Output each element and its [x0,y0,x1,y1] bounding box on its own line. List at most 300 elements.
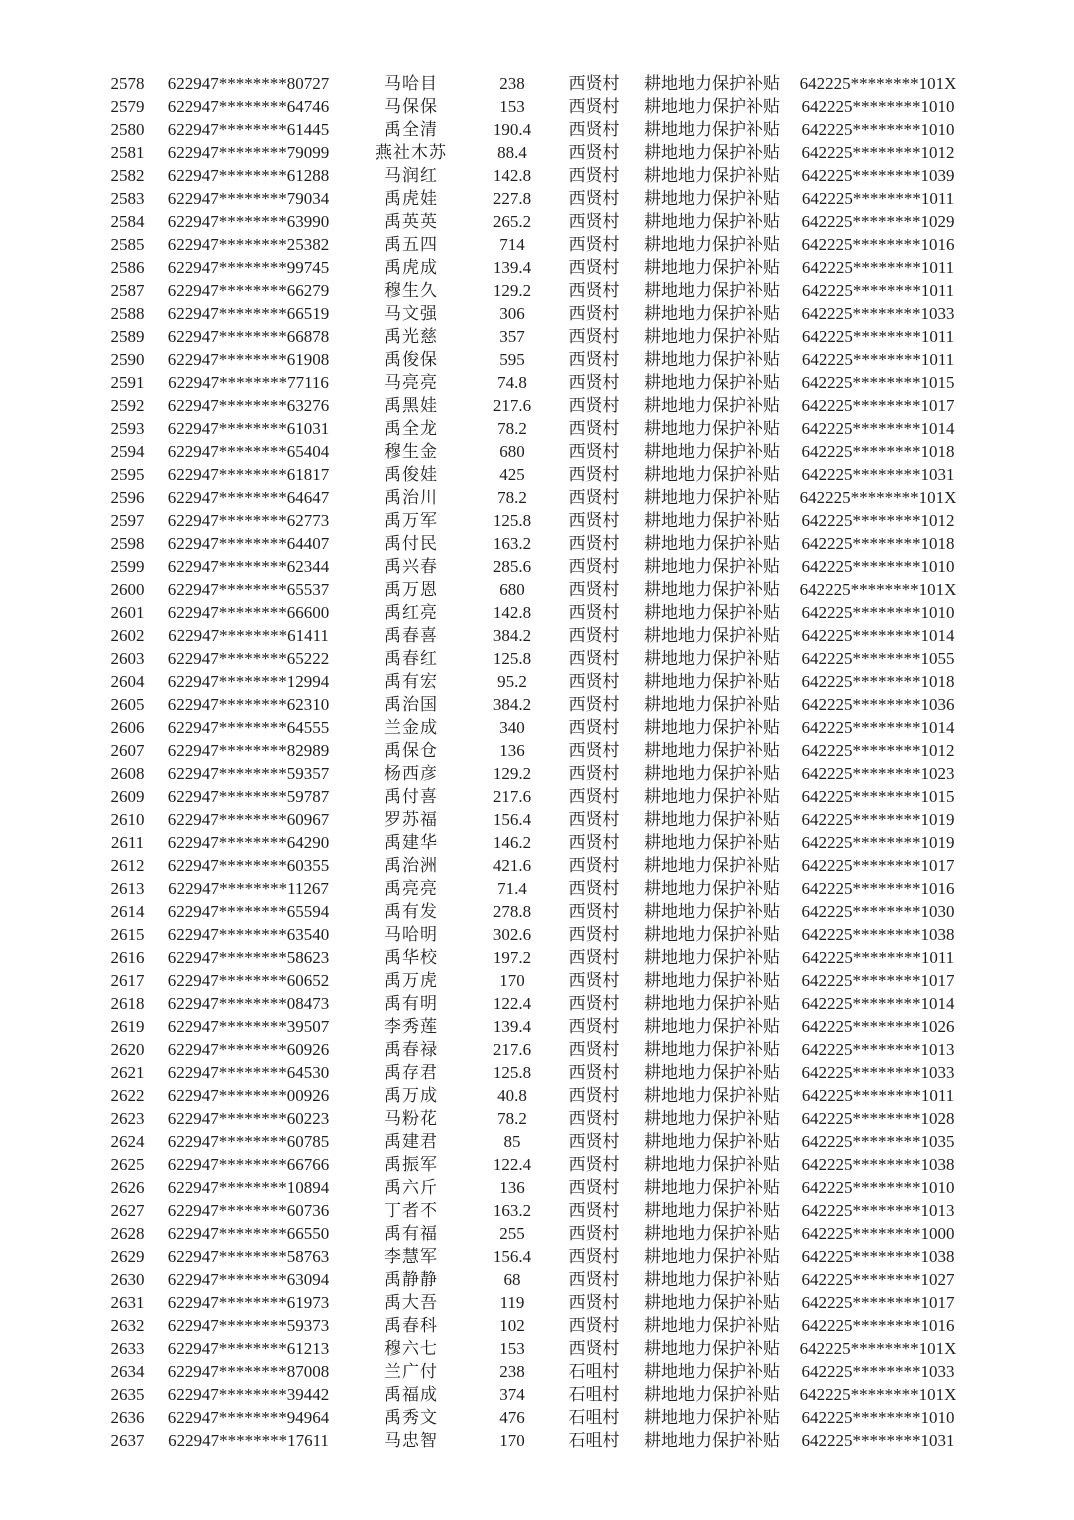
masked-id-number: 622947********94964 [167,1408,330,1427]
masked-account-number: 642225********1012 [801,143,955,162]
masked-id-number: 622947********66878 [167,327,330,346]
masked-account-number: 642225********1026 [801,1017,955,1036]
subsidy-type: 耕地地力保护补贴 [644,626,780,645]
masked-id-number: 622947********99745 [167,258,330,277]
village-name: 西贤村 [568,833,620,852]
subsidy-type: 耕地地力保护补贴 [644,1385,780,1404]
person-name: 禹英英 [384,212,438,231]
table-row [100,808,976,831]
masked-account-number: 642225********1038 [801,925,955,944]
subsidy-type: 耕地地力保护补贴 [644,1408,780,1427]
village-name: 西贤村 [568,810,620,829]
row-number: 2595 [110,465,145,484]
village-name: 西贤村 [568,1270,620,1289]
masked-id-number: 622947********66519 [167,304,330,323]
village-name: 西贤村 [568,626,620,645]
village-name: 西贤村 [568,488,620,507]
row-number: 2606 [110,718,145,737]
subsidy-amount: 285.6 [492,557,532,576]
masked-id-number: 622947********62310 [167,695,330,714]
village-name: 西贤村 [568,1017,620,1036]
subsidy-type: 耕地地力保护补贴 [644,1270,780,1289]
person-name: 禹春科 [384,1316,438,1335]
masked-account-number: 642225********1000 [801,1224,955,1243]
table-row [100,463,976,486]
row-number: 2608 [110,764,145,783]
village-name: 西贤村 [568,235,620,254]
village-name: 石咀村 [568,1362,620,1381]
subsidy-amount: 680 [499,580,525,599]
person-name: 禹付民 [384,534,438,553]
row-number: 2631 [110,1293,145,1312]
table-row [100,831,976,854]
person-name: 禹建君 [384,1132,438,1151]
village-name: 西贤村 [568,787,620,806]
subsidy-type: 耕地地力保护补贴 [644,1362,780,1381]
masked-id-number: 622947********66600 [167,603,330,622]
subsidy-type: 耕地地力保护补贴 [644,281,780,300]
table-row [100,900,976,923]
table-row [100,647,976,670]
person-name: 燕社木苏 [375,143,447,162]
subsidy-amount: 278.8 [492,902,532,921]
table-row [100,946,976,969]
person-name: 禹虎成 [384,258,438,277]
subsidy-amount: 40.8 [497,1086,527,1105]
subsidy-amount: 421.6 [492,856,532,875]
masked-account-number: 642225********1033 [801,1362,955,1381]
subsidy-amount: 78.2 [497,419,527,438]
masked-account-number: 642225********1010 [801,603,955,622]
village-name: 西贤村 [568,557,620,576]
masked-account-number: 642225********1031 [801,1431,955,1450]
masked-id-number: 622947********79099 [167,143,330,162]
subsidy-type: 耕地地力保护补贴 [644,1316,780,1335]
masked-account-number: 642225********1017 [801,856,955,875]
table-row [100,1360,976,1383]
village-name: 西贤村 [568,74,620,93]
person-name: 马保保 [384,97,438,116]
village-name: 西贤村 [568,281,620,300]
row-number: 2584 [110,212,145,231]
masked-account-number: 642225********1013 [801,1201,955,1220]
subsidy-type: 耕地地力保护补贴 [644,741,780,760]
masked-account-number: 642225********1011 [801,350,955,369]
village-name: 西贤村 [568,672,620,691]
subsidy-type: 耕地地力保护补贴 [644,258,780,277]
village-name: 西贤村 [568,1109,620,1128]
village-name: 西贤村 [568,879,620,898]
subsidy-amount: 340 [499,718,525,737]
subsidy-amount: 265.2 [492,212,532,231]
subsidy-type: 耕地地力保护补贴 [644,810,780,829]
subsidy-amount: 68 [503,1270,521,1289]
masked-account-number: 642225********1036 [801,695,955,714]
table-row [100,1222,976,1245]
village-name: 西贤村 [568,120,620,139]
subsidy-table [100,72,976,1452]
masked-account-number: 642225********1014 [801,718,955,737]
village-name: 西贤村 [568,925,620,944]
masked-id-number: 622947********64746 [167,97,330,116]
table-row [100,601,976,624]
table-row [100,854,976,877]
subsidy-amount: 170 [499,971,525,990]
subsidy-amount: 255 [499,1224,525,1243]
person-name: 禹光慈 [384,327,438,346]
table-row [100,877,976,900]
person-name: 禹大吾 [384,1293,438,1312]
masked-account-number: 642225********1019 [801,810,955,829]
person-name: 禹治洲 [384,856,438,875]
subsidy-amount: 238 [499,1362,525,1381]
masked-id-number: 622947********00926 [167,1086,330,1105]
person-name: 禹俊娃 [384,465,438,484]
masked-id-number: 622947********64530 [167,1063,330,1082]
subsidy-amount: 78.2 [497,1109,527,1128]
subsidy-amount: 129.2 [492,764,532,783]
subsidy-type: 耕地地力保护补贴 [644,120,780,139]
subsidy-type: 耕地地力保护补贴 [644,603,780,622]
village-name: 西贤村 [568,1178,620,1197]
village-name: 西贤村 [568,580,620,599]
table-row [100,1084,976,1107]
row-number: 2623 [110,1109,145,1128]
person-name: 马亮亮 [384,373,438,392]
table-row [100,394,976,417]
table-row [100,1153,976,1176]
subsidy-amount: 78.2 [497,488,527,507]
subsidy-amount: 136 [499,1178,525,1197]
masked-id-number: 622947********61445 [167,120,330,139]
masked-account-number: 642225********1016 [801,235,955,254]
subsidy-amount: 156.4 [492,1247,532,1266]
subsidy-amount: 714 [499,235,525,254]
masked-account-number: 642225********1029 [801,212,955,231]
masked-account-number: 642225********1038 [801,1155,955,1174]
table-row [100,1015,976,1038]
village-name: 西贤村 [568,373,620,392]
masked-account-number: 642225********1017 [801,971,955,990]
table-row [100,256,976,279]
subsidy-type: 耕地地力保护补贴 [644,442,780,461]
person-name: 禹有宏 [384,672,438,691]
village-name: 西贤村 [568,258,620,277]
masked-id-number: 622947********60736 [167,1201,330,1220]
masked-account-number: 642225********101X [799,488,957,507]
row-number: 2583 [110,189,145,208]
row-number: 2605 [110,695,145,714]
row-number: 2622 [110,1086,145,1105]
subsidy-type: 耕地地力保护补贴 [644,1201,780,1220]
masked-account-number: 642225********1023 [801,764,955,783]
person-name: 禹春喜 [384,626,438,645]
subsidy-type: 耕地地力保护补贴 [644,304,780,323]
masked-account-number: 642225********1010 [801,97,955,116]
subsidy-amount: 122.4 [492,994,532,1013]
table-row [100,210,976,233]
table-row [100,72,976,95]
village-name: 西贤村 [568,1155,620,1174]
subsidy-type: 耕地地力保护补贴 [644,879,780,898]
subsidy-type: 耕地地力保护补贴 [644,97,780,116]
subsidy-amount: 71.4 [497,879,527,898]
table-row [100,1176,976,1199]
subsidy-type: 耕地地力保护补贴 [644,419,780,438]
person-name: 马润红 [384,166,438,185]
masked-account-number: 642225********1017 [801,396,955,415]
person-name: 马忠智 [384,1431,438,1450]
subsidy-type: 耕地地力保护补贴 [644,327,780,346]
table-row [100,923,976,946]
subsidy-type: 耕地地力保护补贴 [644,1431,780,1450]
masked-id-number: 622947********77116 [168,373,329,392]
person-name: 禹全清 [384,120,438,139]
row-number: 2602 [110,626,145,645]
masked-account-number: 642225********1010 [801,1408,955,1427]
subsidy-type: 耕地地力保护补贴 [644,1132,780,1151]
table-row [100,1268,976,1291]
row-number: 2636 [110,1408,145,1427]
subsidy-amount: 197.2 [492,948,532,967]
table-row [100,233,976,256]
masked-account-number: 642225********1055 [801,649,955,668]
masked-account-number: 642225********1010 [801,1178,955,1197]
person-name: 禹万军 [384,511,438,530]
table-row [100,762,976,785]
masked-id-number: 622947********65594 [167,902,330,921]
village-name: 西贤村 [568,1293,620,1312]
subsidy-type: 耕地地力保护补贴 [644,902,780,921]
subsidy-amount: 139.4 [492,1017,532,1036]
table-row [100,371,976,394]
person-name: 禹五四 [384,235,438,254]
masked-id-number: 622947********61908 [167,350,330,369]
masked-id-number: 622947********61288 [167,166,330,185]
masked-id-number: 622947********60967 [167,810,330,829]
table-row [100,785,976,808]
masked-id-number: 622947********63990 [167,212,330,231]
table-row [100,325,976,348]
masked-account-number: 642225********1027 [801,1270,955,1289]
person-name: 李秀莲 [384,1017,438,1036]
masked-account-number: 642225********1013 [801,1040,955,1059]
village-name: 西贤村 [568,994,620,1013]
row-number: 2624 [110,1132,145,1151]
table-row [100,187,976,210]
row-number: 2582 [110,166,145,185]
subsidy-amount: 357 [499,327,525,346]
village-name: 西贤村 [568,327,620,346]
subsidy-type: 耕地地力保护补贴 [644,971,780,990]
table-row [100,486,976,509]
masked-id-number: 622947********64290 [167,833,330,852]
village-name: 西贤村 [568,1201,620,1220]
person-name: 杨西彦 [384,764,438,783]
masked-id-number: 622947********66766 [167,1155,330,1174]
subsidy-amount: 163.2 [492,1201,532,1220]
row-number: 2607 [110,741,145,760]
masked-id-number: 622947********61973 [167,1293,330,1312]
village-name: 西贤村 [568,396,620,415]
row-number: 2581 [110,143,145,162]
subsidy-type: 耕地地力保护补贴 [644,672,780,691]
village-name: 西贤村 [568,971,620,990]
subsidy-amount: 217.6 [492,1040,532,1059]
subsidy-type: 耕地地力保护补贴 [644,1063,780,1082]
village-name: 西贤村 [568,350,620,369]
person-name: 罗苏福 [384,810,438,829]
person-name: 禹春红 [384,649,438,668]
masked-account-number: 642225********1010 [801,557,955,576]
table-row [100,1406,976,1429]
masked-id-number: 622947********58763 [167,1247,330,1266]
village-name: 西贤村 [568,695,620,714]
table-row [100,440,976,463]
masked-id-number: 622947********64647 [167,488,330,507]
row-number: 2599 [110,557,145,576]
subsidy-type: 耕地地力保护补贴 [644,649,780,668]
person-name: 禹建华 [384,833,438,852]
person-name: 禹治川 [384,488,438,507]
row-number: 2598 [110,534,145,553]
person-name: 马哈明 [384,925,438,944]
row-number: 2596 [110,488,145,507]
table-row [100,1245,976,1268]
masked-id-number: 622947********64555 [167,718,330,737]
masked-id-number: 622947********59787 [167,787,330,806]
masked-account-number: 642225********1028 [801,1109,955,1128]
subsidy-type: 耕地地力保护补贴 [644,74,780,93]
row-number: 2594 [110,442,145,461]
table-row [100,302,976,325]
subsidy-type: 耕地地力保护补贴 [644,580,780,599]
subsidy-amount: 153 [499,1339,525,1358]
masked-account-number: 642225********1011 [801,327,955,346]
person-name: 马哈目 [384,74,438,93]
subsidy-amount: 142.8 [492,603,532,622]
subsidy-type: 耕地地力保护补贴 [644,833,780,852]
person-name: 禹亮亮 [384,879,438,898]
subsidy-type: 耕地地力保护补贴 [644,948,780,967]
masked-account-number: 642225********101X [799,74,957,93]
masked-id-number: 622947********59357 [167,764,330,783]
village-name: 西贤村 [568,511,620,530]
subsidy-type: 耕地地力保护补贴 [644,787,780,806]
table-row [100,1291,976,1314]
masked-id-number: 622947********66279 [167,281,330,300]
table-row [100,164,976,187]
row-number: 2637 [110,1431,145,1450]
masked-account-number: 642225********1016 [801,879,955,898]
row-number: 2618 [110,994,145,1013]
person-name: 穆生金 [384,442,438,461]
table-row [100,739,976,762]
subsidy-amount: 374 [499,1385,525,1404]
masked-id-number: 622947********61031 [167,419,330,438]
person-name: 禹兴春 [384,557,438,576]
masked-account-number: 642225********1019 [801,833,955,852]
masked-id-number: 622947********65404 [167,442,330,461]
subsidy-type: 耕地地力保护补贴 [644,1178,780,1197]
subsidy-amount: 74.8 [497,373,527,392]
masked-id-number: 622947********62344 [167,557,330,576]
subsidy-type: 耕地地力保护补贴 [644,764,780,783]
subsidy-type: 耕地地力保护补贴 [644,350,780,369]
masked-id-number: 622947********65222 [167,649,330,668]
subsidy-type: 耕地地力保护补贴 [644,1086,780,1105]
masked-id-number: 622947********62773 [167,511,330,530]
subsidy-amount: 384.2 [492,626,532,645]
subsidy-amount: 125.8 [492,649,532,668]
row-number: 2604 [110,672,145,691]
person-name: 禹振军 [384,1155,438,1174]
row-number: 2597 [110,511,145,530]
masked-id-number: 622947********39442 [167,1385,330,1404]
masked-account-number: 642225********1035 [801,1132,955,1151]
table-row [100,417,976,440]
person-name: 禹秀文 [384,1408,438,1427]
masked-account-number: 642225********101X [799,580,957,599]
subsidy-type: 耕地地力保护补贴 [644,373,780,392]
row-number: 2621 [110,1063,145,1082]
masked-account-number: 642225********101X [799,1385,957,1404]
subsidy-amount: 102 [499,1316,525,1335]
row-number: 2592 [110,396,145,415]
person-name: 禹红亮 [384,603,438,622]
person-name: 禹存君 [384,1063,438,1082]
masked-account-number: 642225********1033 [801,304,955,323]
village-name: 石咀村 [568,1385,620,1404]
row-number: 2617 [110,971,145,990]
table-row [100,1130,976,1153]
subsidy-amount: 125.8 [492,1063,532,1082]
masked-id-number: 622947********66550 [167,1224,330,1243]
row-number: 2619 [110,1017,145,1036]
subsidy-type: 耕地地力保护补贴 [644,212,780,231]
village-name: 西贤村 [568,97,620,116]
subsidy-amount: 125.8 [492,511,532,530]
subsidy-type: 耕地地力保护补贴 [644,1155,780,1174]
row-number: 2615 [110,925,145,944]
masked-id-number: 622947********12994 [167,672,330,691]
subsidy-amount: 142.8 [492,166,532,185]
masked-id-number: 622947********61817 [167,465,330,484]
masked-id-number: 622947********17611 [168,1431,329,1450]
masked-id-number: 622947********10894 [167,1178,330,1197]
village-name: 西贤村 [568,189,620,208]
person-name: 禹黑娃 [384,396,438,415]
person-name: 兰金成 [384,718,438,737]
row-number: 2586 [110,258,145,277]
village-name: 石咀村 [568,1408,620,1427]
table-row [100,578,976,601]
person-name: 兰广付 [384,1362,438,1381]
table-row [100,1383,976,1406]
subsidy-amount: 476 [499,1408,525,1427]
row-number: 2611 [110,833,145,852]
table-row [100,716,976,739]
person-name: 禹万恩 [384,580,438,599]
row-number: 2585 [110,235,145,254]
row-number: 2578 [110,74,145,93]
subsidy-amount: 170 [499,1431,525,1450]
masked-id-number: 622947********82989 [167,741,330,760]
masked-id-number: 622947********60355 [167,856,330,875]
table-row [100,1314,976,1337]
subsidy-amount: 384.2 [492,695,532,714]
village-name: 西贤村 [568,304,620,323]
